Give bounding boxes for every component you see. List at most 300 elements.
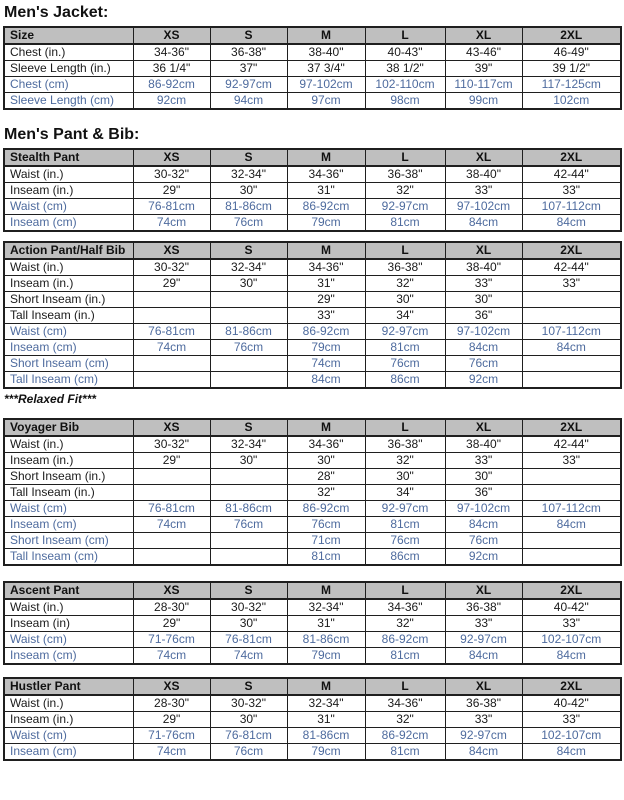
value-cell: 81-86cm: [287, 728, 365, 744]
size-header-cell: M: [287, 242, 365, 259]
value-cell: 30": [210, 616, 287, 632]
size-header-cell: XS: [133, 242, 210, 259]
mens-jacket-heading: Men's Jacket:: [4, 4, 109, 21]
size-header-cell: M: [287, 27, 365, 44]
value-cell: 32-34": [287, 599, 365, 616]
value-cell: 30": [445, 292, 522, 308]
value-cell: 81-86cm: [287, 632, 365, 648]
size-header-cell: XL: [445, 419, 522, 436]
row-label-cell: Waist (cm): [4, 199, 133, 215]
value-cell: 74cm: [133, 744, 210, 761]
value-cell: 29": [133, 183, 210, 199]
row-label-cell: Waist (in.): [4, 436, 133, 453]
value-cell: 84cm: [445, 517, 522, 533]
row-label-cell: Inseam (cm): [4, 648, 133, 665]
size-header-cell: 2XL: [522, 582, 621, 599]
value-cell: 76-81cm: [210, 632, 287, 648]
row-label-cell: Tall Inseam (in.): [4, 308, 133, 324]
value-cell: 42-44": [522, 436, 621, 453]
value-cell: 42-44": [522, 259, 621, 276]
value-cell: 29": [133, 712, 210, 728]
size-table-action-pant-half-bib: [3, 241, 622, 389]
value-cell: [133, 356, 210, 372]
value-cell: 37 3/4": [287, 61, 365, 77]
value-cell: 32": [287, 485, 365, 501]
value-cell: 31": [287, 712, 365, 728]
table-row: [4, 695, 621, 712]
table-row: [4, 183, 621, 199]
value-cell: 30-32": [133, 259, 210, 276]
size-header-cell: S: [210, 582, 287, 599]
value-cell: 29": [133, 276, 210, 292]
value-cell: [210, 549, 287, 566]
value-cell: 92cm: [445, 372, 522, 389]
value-cell: 107-112cm: [522, 501, 621, 517]
value-cell: 36-38": [445, 599, 522, 616]
table-row: [4, 308, 621, 324]
size-header-cell: L: [365, 582, 445, 599]
size-header-cell: L: [365, 27, 445, 44]
row-label-cell: Sleeve Length (cm): [4, 93, 133, 110]
value-cell: 71-76cm: [133, 632, 210, 648]
value-cell: 76cm: [365, 356, 445, 372]
value-cell: 79cm: [287, 648, 365, 665]
value-cell: 74cm: [133, 648, 210, 665]
size-header-cell: XL: [445, 27, 522, 44]
size-header-cell: M: [287, 419, 365, 436]
size-header-cell: M: [287, 582, 365, 599]
value-cell: 32-34": [287, 695, 365, 712]
row-label-cell: Tall Inseam (in.): [4, 485, 133, 501]
row-label-cell: Chest (in.): [4, 44, 133, 61]
row-label-cell: Waist (in.): [4, 599, 133, 616]
value-cell: 30": [210, 183, 287, 199]
size-header-cell: 2XL: [522, 678, 621, 695]
value-cell: 76cm: [287, 517, 365, 533]
value-cell: [210, 356, 287, 372]
value-cell: 74cm: [133, 340, 210, 356]
value-cell: 76-81cm: [133, 501, 210, 517]
value-cell: 40-42": [522, 695, 621, 712]
row-label-cell: Inseam (in.): [4, 183, 133, 199]
table-title-cell: Action Pant/Half Bib: [4, 242, 133, 259]
value-cell: 32": [365, 712, 445, 728]
table-row: [4, 517, 621, 533]
relaxed-fit-note: ***Relaxed Fit***: [4, 392, 97, 406]
value-cell: 33": [287, 308, 365, 324]
size-header-cell: L: [365, 242, 445, 259]
row-label-cell: Waist (in.): [4, 166, 133, 183]
row-label-cell: Waist (cm): [4, 501, 133, 517]
size-header-cell: XS: [133, 149, 210, 166]
table-row: [4, 324, 621, 340]
row-label-cell: Waist (in.): [4, 259, 133, 276]
action-pant-half-bib-table-container: [3, 241, 622, 389]
table-row: [4, 77, 621, 93]
row-label-cell: Tall Inseam (cm): [4, 372, 133, 389]
value-cell: 84cm: [445, 648, 522, 665]
value-cell: 30": [287, 453, 365, 469]
row-label-cell: Chest (cm): [4, 77, 133, 93]
size-header-cell: 2XL: [522, 242, 621, 259]
value-cell: 32": [365, 453, 445, 469]
value-cell: 38-40": [445, 436, 522, 453]
value-cell: 92-97cm: [365, 501, 445, 517]
value-cell: 33": [445, 183, 522, 199]
value-cell: 76cm: [210, 340, 287, 356]
value-cell: 43-46": [445, 44, 522, 61]
value-cell: 81cm: [365, 340, 445, 356]
value-cell: 94cm: [210, 93, 287, 110]
table-row: [4, 485, 621, 501]
value-cell: [133, 533, 210, 549]
value-cell: 33": [445, 712, 522, 728]
table-row: [4, 549, 621, 566]
row-label-cell: Inseam (in.): [4, 453, 133, 469]
value-cell: 31": [287, 183, 365, 199]
row-label-cell: Inseam (in): [4, 616, 133, 632]
value-cell: 30": [365, 292, 445, 308]
table-title-cell: Ascent Pant: [4, 582, 133, 599]
value-cell: 30": [210, 712, 287, 728]
value-cell: 30-32": [210, 695, 287, 712]
size-header-cell: S: [210, 678, 287, 695]
value-cell: 30-32": [133, 166, 210, 183]
row-label-cell: Short Inseam (cm): [4, 356, 133, 372]
ascent-pant-table-container: [3, 581, 622, 665]
value-cell: 34-36": [365, 695, 445, 712]
value-cell: 32-34": [210, 166, 287, 183]
size-header-cell: XS: [133, 678, 210, 695]
value-cell: 71cm: [287, 533, 365, 549]
row-label-cell: Waist (in.): [4, 695, 133, 712]
value-cell: 102-110cm: [365, 77, 445, 93]
size-header-cell: XL: [445, 678, 522, 695]
table-row: [4, 744, 621, 761]
value-cell: 81cm: [287, 549, 365, 566]
voyager-bib-table-container: [3, 418, 622, 566]
value-cell: 36-38": [365, 259, 445, 276]
row-label-cell: Waist (cm): [4, 324, 133, 340]
value-cell: 28": [287, 469, 365, 485]
mens-pant-bib-heading: Men's Pant & Bib:: [4, 126, 140, 143]
value-cell: 84cm: [445, 215, 522, 232]
value-cell: 81cm: [365, 648, 445, 665]
value-cell: 76-81cm: [210, 728, 287, 744]
table-row: [4, 276, 621, 292]
table-row: [4, 199, 621, 215]
value-cell: 32": [365, 183, 445, 199]
value-cell: 86-92cm: [365, 632, 445, 648]
value-cell: 81cm: [365, 744, 445, 761]
row-label-cell: Waist (cm): [4, 728, 133, 744]
value-cell: 92-97cm: [365, 199, 445, 215]
value-cell: [522, 372, 621, 389]
value-cell: 92-97cm: [210, 77, 287, 93]
stealth-pant-table-container: [3, 148, 622, 232]
table-title-cell: Size: [4, 27, 133, 44]
value-cell: 81-86cm: [210, 199, 287, 215]
value-cell: 74cm: [133, 215, 210, 232]
value-cell: 84cm: [445, 744, 522, 761]
table-row: [4, 372, 621, 389]
value-cell: 86-92cm: [287, 199, 365, 215]
value-cell: 86-92cm: [133, 77, 210, 93]
value-cell: 32-34": [210, 259, 287, 276]
value-cell: 33": [522, 276, 621, 292]
table-row: [4, 632, 621, 648]
value-cell: 32": [365, 616, 445, 632]
size-header-cell: XL: [445, 149, 522, 166]
value-cell: 84cm: [522, 340, 621, 356]
size-table-ascent-pant: [3, 581, 622, 665]
value-cell: 71-76cm: [133, 728, 210, 744]
value-cell: 92cm: [445, 549, 522, 566]
value-cell: [522, 356, 621, 372]
value-cell: 36": [445, 485, 522, 501]
table-row: [4, 93, 621, 110]
value-cell: 28-30": [133, 599, 210, 616]
table-row: [4, 44, 621, 61]
value-cell: 79cm: [287, 215, 365, 232]
value-cell: 86-92cm: [287, 324, 365, 340]
table-row: [4, 436, 621, 453]
value-cell: 86-92cm: [365, 728, 445, 744]
value-cell: 74cm: [210, 648, 287, 665]
value-cell: 98cm: [365, 93, 445, 110]
size-header-cell: XL: [445, 242, 522, 259]
value-cell: 97-102cm: [445, 324, 522, 340]
size-table-stealth-pant: [3, 148, 622, 232]
value-cell: 102cm: [522, 93, 621, 110]
value-cell: 34-36": [287, 166, 365, 183]
size-header-cell: M: [287, 678, 365, 695]
value-cell: 34-36": [287, 259, 365, 276]
table-row: [4, 356, 621, 372]
value-cell: [522, 485, 621, 501]
value-cell: 34-36": [133, 44, 210, 61]
table-row: [4, 501, 621, 517]
value-cell: 76cm: [445, 356, 522, 372]
size-header-cell: 2XL: [522, 419, 621, 436]
value-cell: 97-102cm: [445, 199, 522, 215]
table-row: [4, 61, 621, 77]
value-cell: 39 1/2": [522, 61, 621, 77]
value-cell: 34-36": [365, 599, 445, 616]
value-cell: [210, 308, 287, 324]
value-cell: 39": [445, 61, 522, 77]
size-table-hustler-pant: [3, 677, 622, 761]
size-table-jacket-size: [3, 26, 622, 110]
row-label-cell: Waist (cm): [4, 632, 133, 648]
value-cell: 74cm: [133, 517, 210, 533]
value-cell: 84cm: [522, 744, 621, 761]
size-header-cell: L: [365, 678, 445, 695]
value-cell: [133, 469, 210, 485]
value-cell: 92-97cm: [445, 728, 522, 744]
value-cell: 79cm: [287, 744, 365, 761]
row-label-cell: Inseam (cm): [4, 517, 133, 533]
value-cell: 30": [210, 276, 287, 292]
size-header-cell: 2XL: [522, 27, 621, 44]
value-cell: [522, 308, 621, 324]
value-cell: [522, 292, 621, 308]
value-cell: 81cm: [365, 215, 445, 232]
row-label-cell: Tall Inseam (cm): [4, 549, 133, 566]
value-cell: 31": [287, 616, 365, 632]
value-cell: 38 1/2": [365, 61, 445, 77]
value-cell: 107-112cm: [522, 199, 621, 215]
value-cell: 81-86cm: [210, 324, 287, 340]
value-cell: 38-40": [445, 259, 522, 276]
value-cell: 84cm: [522, 648, 621, 665]
value-cell: 29": [133, 616, 210, 632]
value-cell: [210, 372, 287, 389]
value-cell: [133, 292, 210, 308]
value-cell: 33": [445, 453, 522, 469]
table-row: [4, 599, 621, 616]
value-cell: 32-34": [210, 436, 287, 453]
size-header-cell: M: [287, 149, 365, 166]
value-cell: 110-117cm: [445, 77, 522, 93]
value-cell: 33": [445, 616, 522, 632]
value-cell: 36-38": [365, 166, 445, 183]
value-cell: [522, 469, 621, 485]
header-row: [4, 678, 621, 695]
size-header-cell: S: [210, 149, 287, 166]
value-cell: 86cm: [365, 549, 445, 566]
value-cell: 84cm: [522, 517, 621, 533]
value-cell: 74cm: [287, 356, 365, 372]
value-cell: [522, 533, 621, 549]
row-label-cell: Short Inseam (in.): [4, 292, 133, 308]
size-header-cell: XS: [133, 27, 210, 44]
table-row: [4, 712, 621, 728]
size-header-cell: L: [365, 149, 445, 166]
value-cell: 76cm: [210, 215, 287, 232]
value-cell: 92-97cm: [445, 632, 522, 648]
table-row: [4, 259, 621, 276]
row-label-cell: Inseam (cm): [4, 215, 133, 232]
value-cell: [133, 372, 210, 389]
value-cell: [133, 308, 210, 324]
value-cell: 34": [365, 485, 445, 501]
value-cell: 107-112cm: [522, 324, 621, 340]
value-cell: 30": [365, 469, 445, 485]
value-cell: 29": [287, 292, 365, 308]
value-cell: 86-92cm: [287, 501, 365, 517]
table-title-cell: Voyager Bib: [4, 419, 133, 436]
table-title-cell: Stealth Pant: [4, 149, 133, 166]
header-row: [4, 419, 621, 436]
value-cell: 97-102cm: [287, 77, 365, 93]
value-cell: 79cm: [287, 340, 365, 356]
value-cell: 76cm: [365, 533, 445, 549]
value-cell: 86cm: [365, 372, 445, 389]
value-cell: 30": [445, 469, 522, 485]
header-row: [4, 149, 621, 166]
header-row: [4, 242, 621, 259]
value-cell: 81-86cm: [210, 501, 287, 517]
value-cell: 28-30": [133, 695, 210, 712]
table-title-cell: Hustler Pant: [4, 678, 133, 695]
value-cell: 102-107cm: [522, 632, 621, 648]
value-cell: 84cm: [522, 215, 621, 232]
row-label-cell: Short Inseam (cm): [4, 533, 133, 549]
table-row: [4, 340, 621, 356]
table-row: [4, 469, 621, 485]
table-row: [4, 533, 621, 549]
value-cell: [210, 292, 287, 308]
value-cell: 36 1/4": [133, 61, 210, 77]
value-cell: 97-102cm: [445, 501, 522, 517]
value-cell: 76cm: [445, 533, 522, 549]
value-cell: 76-81cm: [133, 324, 210, 340]
value-cell: 76cm: [210, 744, 287, 761]
value-cell: 32": [365, 276, 445, 292]
value-cell: 117-125cm: [522, 77, 621, 93]
value-cell: 76-81cm: [133, 199, 210, 215]
value-cell: 30-32": [133, 436, 210, 453]
value-cell: 38-40": [287, 44, 365, 61]
row-label-cell: Inseam (cm): [4, 340, 133, 356]
size-header-cell: 2XL: [522, 149, 621, 166]
value-cell: 30-32": [210, 599, 287, 616]
size-header-cell: S: [210, 242, 287, 259]
value-cell: 99cm: [445, 93, 522, 110]
hustler-pant-table-container: [3, 677, 622, 761]
value-cell: 29": [133, 453, 210, 469]
value-cell: 36-38": [210, 44, 287, 61]
value-cell: 76cm: [210, 517, 287, 533]
value-cell: 84cm: [287, 372, 365, 389]
value-cell: 97cm: [287, 93, 365, 110]
size-header-cell: S: [210, 419, 287, 436]
row-label-cell: Inseam (cm): [4, 744, 133, 761]
size-header-cell: S: [210, 27, 287, 44]
value-cell: 36-38": [365, 436, 445, 453]
value-cell: 36-38": [445, 695, 522, 712]
table-row: [4, 292, 621, 308]
value-cell: 40-43": [365, 44, 445, 61]
row-label-cell: Inseam (in.): [4, 712, 133, 728]
value-cell: 37": [210, 61, 287, 77]
value-cell: [133, 485, 210, 501]
size-header-cell: XS: [133, 419, 210, 436]
value-cell: 102-107cm: [522, 728, 621, 744]
header-row: [4, 27, 621, 44]
row-label-cell: Sleeve Length (in.): [4, 61, 133, 77]
value-cell: 84cm: [445, 340, 522, 356]
value-cell: [522, 549, 621, 566]
value-cell: 33": [522, 183, 621, 199]
value-cell: 36": [445, 308, 522, 324]
table-row: [4, 166, 621, 183]
table-row: [4, 453, 621, 469]
size-header-cell: L: [365, 419, 445, 436]
value-cell: 33": [522, 712, 621, 728]
value-cell: [210, 469, 287, 485]
value-cell: 31": [287, 276, 365, 292]
value-cell: [210, 485, 287, 501]
value-cell: [133, 549, 210, 566]
value-cell: 33": [522, 616, 621, 632]
table-row: [4, 648, 621, 665]
value-cell: 42-44": [522, 166, 621, 183]
value-cell: [210, 533, 287, 549]
size-table-voyager-bib: [3, 418, 622, 566]
table-row: [4, 728, 621, 744]
